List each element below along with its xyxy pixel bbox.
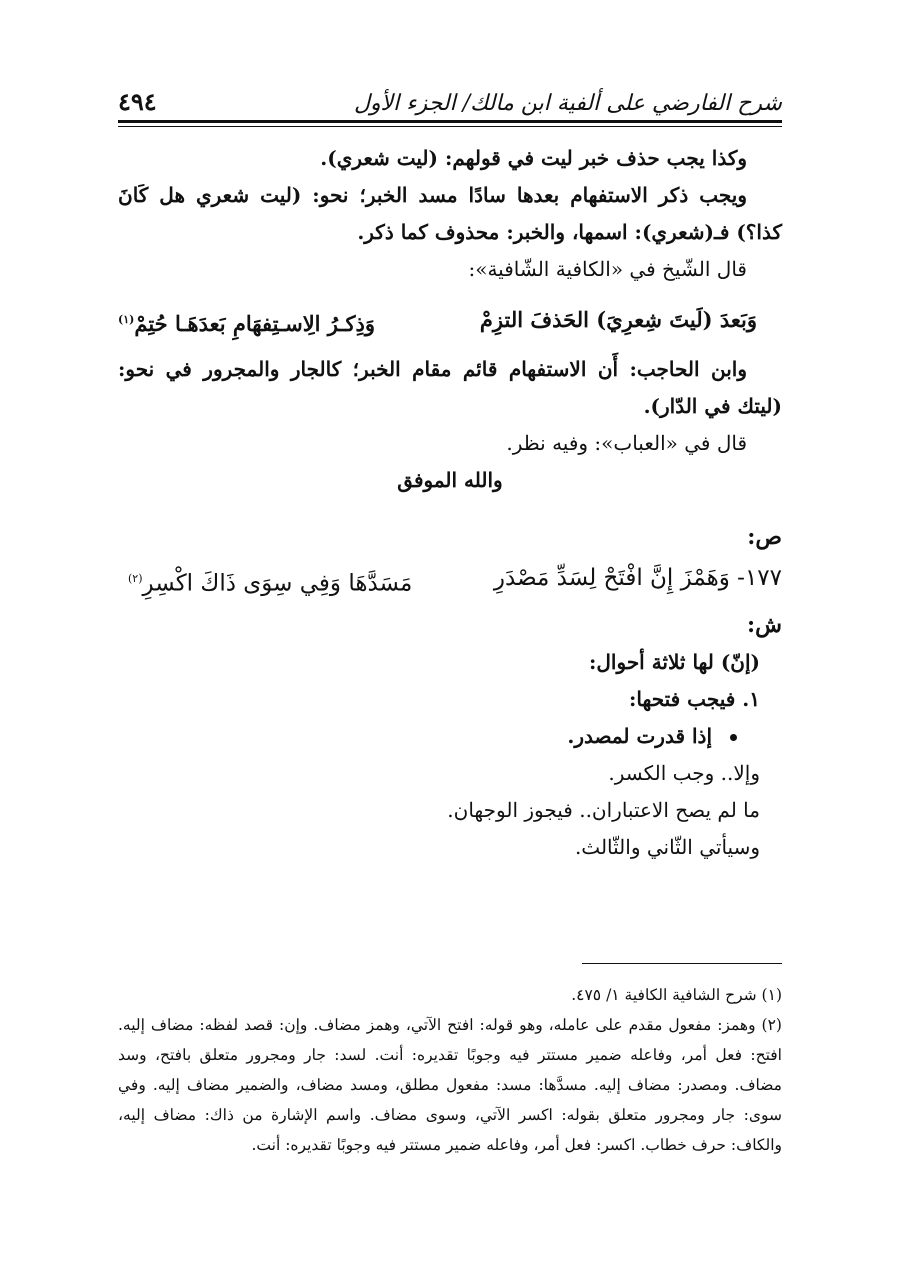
header-title: شرح الفارضي على ألفية ابن مالك/ الجزء الأول	[353, 91, 782, 116]
header-rule-thin	[118, 126, 782, 127]
line-2: ما لم يصح الاعتباران.. فيجوز الوجهان.	[447, 797, 760, 822]
closing-phrase: والله الموفق	[397, 468, 503, 492]
paragraph-2: ويجب ذكر الاستفهام بعدها سادًا مسد الخبر؛ نحو: (ليت شعري هل كَانَ كذا؟) فـ(شعري): اسمها، والخبر: محذوف كما ذكر.	[118, 183, 782, 244]
poem-hemistich-left: وَذِكـرُ الِاسـتِفهَامِ بَعدَهَـا حُتِمْ	[134, 311, 376, 336]
page-number: ٤٩٤	[118, 87, 157, 116]
line-3: وسيأتي الثّاني والثّالث.	[574, 834, 760, 859]
running-header	[118, 72, 782, 116]
bullet-item-text: إذا قدرت لمصدر.	[567, 723, 712, 748]
paragraph-3: قال الشّيخ في «الكافية الشّافية»:	[468, 257, 747, 281]
header-rule-thick	[118, 120, 782, 123]
verse-hemistich-right: ١٧٧- وَهَمْزَ إِنَّ افْتَحْ لِسَدِّ مَصْدَرِ	[493, 565, 782, 591]
sad-label: ص:	[747, 524, 782, 550]
poem-hemistich-left-wrap	[118, 301, 375, 342]
footnote-marker-1: (١)	[118, 313, 135, 326]
line-1: وإلا.. وجب الكسر.	[608, 760, 760, 785]
footnote-marker-2: (٢)	[128, 572, 143, 585]
paragraph-4	[118, 351, 782, 425]
bullet-icon	[730, 734, 737, 741]
verse-hemistich-left: مَسَدَّهَا وَفِي سِوَى ذَاكَ اكْسِرِ	[142, 570, 413, 597]
paragraph-5: قال في «العباب»: وفيه نظر.	[506, 431, 747, 455]
section-heading: (إنّ) لها ثلاثة أحوال:	[589, 649, 760, 674]
poem-hemistich-right: وَبَعدَ (لَيتَ شِعرِيَ) الحَذفَ التزِمْ	[479, 307, 757, 332]
paragraph-1: وكذا يجب حذف خبر ليت في قولهم: (ليت شعري).	[320, 146, 747, 170]
shin-label: ش:	[747, 611, 782, 638]
footnote-2-text: وهمز: مفعول مقدم على عامله، وهو قوله: افتح الآتي، وهمز مضاف. وإن: قصد لفظه: مضاف إليه. افتح: فعل أمر، وفاعله ضمير مستتر فيه وجوبًا تقديره: أنت. لسد: جار ومجرور متعلق بافتح، وسد مضاف. ومصدر: مضاف إليه. مسدَّها: مسد: مفعول مطلق، ومسد مضاف، والضمير مضاف إليه. وفي سوى: جار ومجرور متعلق بقوله: اكسر الآتي، وسوى مضاف. واسم الإشارة من ذاك: مضاف إليه، والكاف: حرف خطاب. اكسر: فعل أمر، وفاعله ضمير مستتر فيه وجوبًا تقديره: أنت.	[118, 1016, 782, 1154]
main-text	[118, 140, 782, 866]
verse-hemistich-left-wrap	[128, 560, 412, 603]
numbered-item-1: ١. فيجب فتحها:	[629, 686, 760, 711]
verse-line	[118, 560, 782, 603]
footnote-2-marker: (٢)	[761, 1016, 782, 1034]
footnote-2	[118, 1010, 782, 1160]
paragraph-4-text: وابن الحاجب: أَن الاستفهام قائم مقام الخبر؛ كالجار والمجرور في نحو: (ليتك في الدّار).	[118, 357, 782, 418]
bullet-item-1	[118, 718, 782, 755]
footnotes	[118, 980, 782, 1160]
footnote-1: (١) شرح الشافية الكافية ١/ ٤٧٥.	[571, 986, 782, 1004]
footnote-separator	[582, 963, 782, 964]
poem-line	[118, 301, 782, 342]
